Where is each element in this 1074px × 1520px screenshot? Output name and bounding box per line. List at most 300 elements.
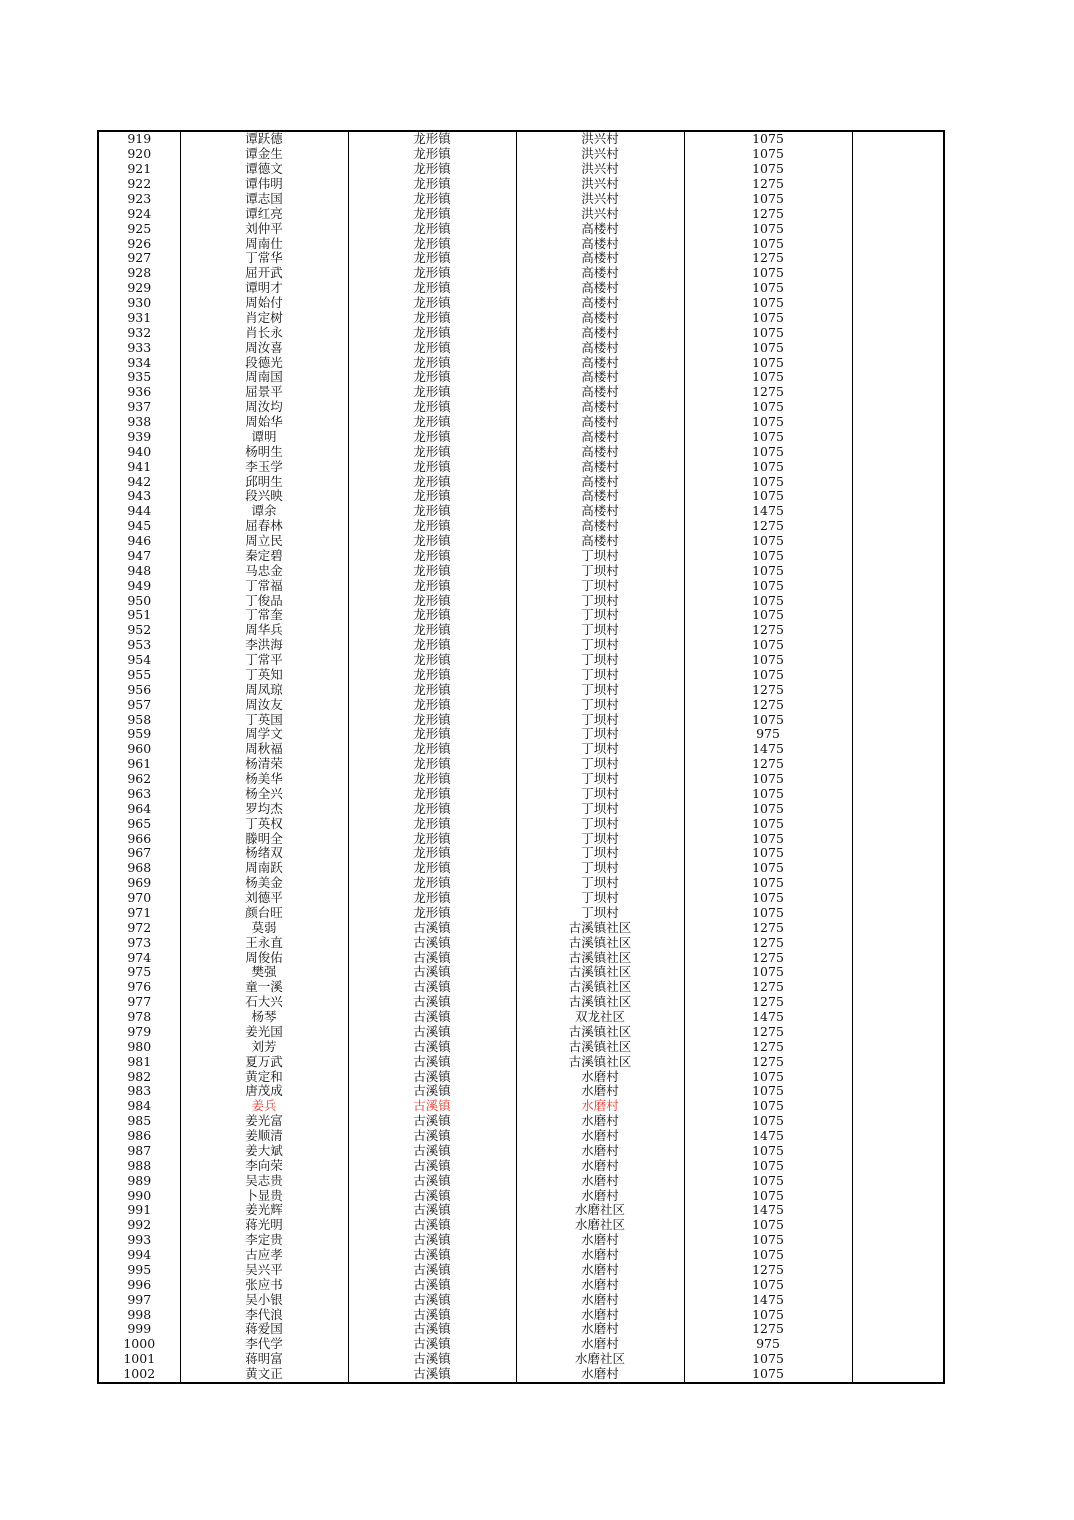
blank-cell [852, 177, 944, 192]
town-cell: 龙形镇 [348, 534, 516, 549]
name-cell: 丁俊品 [180, 593, 348, 608]
village-cell: 古溪镇社区 [516, 1054, 684, 1069]
name-cell: 夏万武 [180, 1054, 348, 1069]
amount-cell: 1475 [684, 1129, 852, 1144]
row-number-cell: 944 [98, 504, 180, 519]
blank-cell [852, 1010, 944, 1025]
village-cell: 水磨村 [516, 1277, 684, 1292]
blank-cell [852, 682, 944, 697]
table-row [98, 1084, 944, 1099]
table-body [98, 131, 944, 1383]
town-cell: 龙形镇 [348, 742, 516, 757]
row-number-cell: 964 [98, 801, 180, 816]
amount-cell: 1475 [684, 742, 852, 757]
blank-cell [852, 891, 944, 906]
amount-cell: 1075 [684, 444, 852, 459]
village-cell: 丁坝村 [516, 831, 684, 846]
village-cell: 丁坝村 [516, 563, 684, 578]
town-cell: 古溪镇 [348, 1203, 516, 1218]
village-cell: 丁坝村 [516, 876, 684, 891]
row-number-cell: 948 [98, 563, 180, 578]
name-cell: 丁常奎 [180, 608, 348, 623]
town-cell: 龙形镇 [348, 846, 516, 861]
village-cell: 丁坝村 [516, 861, 684, 876]
village-cell: 古溪镇社区 [516, 1025, 684, 1040]
name-cell: 丁英权 [180, 816, 348, 831]
amount-cell: 1075 [684, 340, 852, 355]
name-cell: 李代学 [180, 1337, 348, 1352]
village-cell: 高楼村 [516, 355, 684, 370]
town-cell: 古溪镇 [348, 1054, 516, 1069]
town-cell: 古溪镇 [348, 1248, 516, 1263]
row-number-cell: 984 [98, 1099, 180, 1114]
blank-cell [852, 430, 944, 445]
row-number-cell: 978 [98, 1010, 180, 1025]
row-number-cell: 959 [98, 727, 180, 742]
table-row [98, 1129, 944, 1144]
town-cell: 龙形镇 [348, 831, 516, 846]
town-cell: 龙形镇 [348, 325, 516, 340]
village-cell: 水磨村 [516, 1144, 684, 1159]
name-cell: 谭德文 [180, 162, 348, 177]
village-cell: 高楼村 [516, 370, 684, 385]
name-cell: 邱明生 [180, 474, 348, 489]
blank-cell [852, 653, 944, 668]
row-number-cell: 987 [98, 1144, 180, 1159]
row-number-cell: 946 [98, 534, 180, 549]
town-cell: 龙形镇 [348, 623, 516, 638]
name-cell: 石大兴 [180, 995, 348, 1010]
town-cell: 古溪镇 [348, 995, 516, 1010]
town-cell: 龙形镇 [348, 906, 516, 921]
blank-cell [852, 950, 944, 965]
name-cell: 姜顺清 [180, 1129, 348, 1144]
village-cell: 丁坝村 [516, 697, 684, 712]
town-cell: 古溪镇 [348, 1292, 516, 1307]
row-number-cell: 949 [98, 578, 180, 593]
village-cell: 高楼村 [516, 415, 684, 430]
name-cell: 童一溪 [180, 980, 348, 995]
town-cell: 古溪镇 [348, 1039, 516, 1054]
amount-cell: 1075 [684, 891, 852, 906]
blank-cell [852, 727, 944, 742]
table-row [98, 950, 944, 965]
row-number-cell: 963 [98, 787, 180, 802]
name-cell: 杨琴 [180, 1010, 348, 1025]
village-cell: 水磨村 [516, 1158, 684, 1173]
name-cell: 周立民 [180, 534, 348, 549]
name-cell: 屈景平 [180, 385, 348, 400]
village-cell: 高楼村 [516, 281, 684, 296]
name-cell: 屈开武 [180, 266, 348, 281]
row-number-cell: 954 [98, 653, 180, 668]
town-cell: 古溪镇 [348, 980, 516, 995]
town-cell: 龙形镇 [348, 266, 516, 281]
town-cell: 古溪镇 [348, 965, 516, 980]
town-cell: 龙形镇 [348, 504, 516, 519]
table-row [98, 965, 944, 980]
row-number-cell: 995 [98, 1263, 180, 1278]
village-cell: 古溪镇社区 [516, 1039, 684, 1054]
blank-cell [852, 1099, 944, 1114]
town-cell: 龙形镇 [348, 608, 516, 623]
amount-cell: 1075 [684, 221, 852, 236]
town-cell: 古溪镇 [348, 1277, 516, 1292]
town-cell: 龙形镇 [348, 563, 516, 578]
blank-cell [852, 831, 944, 846]
table-row [98, 430, 944, 445]
blank-cell [852, 1025, 944, 1040]
table-row [98, 861, 944, 876]
amount-cell: 1275 [684, 1054, 852, 1069]
town-cell: 龙形镇 [348, 400, 516, 415]
blank-cell [852, 563, 944, 578]
row-number-cell: 927 [98, 251, 180, 266]
row-number-cell: 970 [98, 891, 180, 906]
town-cell: 古溪镇 [348, 950, 516, 965]
town-cell: 龙形镇 [348, 147, 516, 162]
name-cell: 肖定树 [180, 311, 348, 326]
blank-cell [852, 385, 944, 400]
table-row [98, 831, 944, 846]
table-row [98, 1025, 944, 1040]
blank-cell [852, 296, 944, 311]
amount-cell: 1075 [684, 1367, 852, 1383]
village-cell: 高楼村 [516, 474, 684, 489]
blank-cell [852, 1307, 944, 1322]
village-cell: 丁坝村 [516, 653, 684, 668]
village-cell: 丁坝村 [516, 682, 684, 697]
blank-cell [852, 608, 944, 623]
village-cell: 水磨村 [516, 1188, 684, 1203]
table-row [98, 1277, 944, 1292]
blank-cell [852, 1188, 944, 1203]
amount-cell: 1475 [684, 504, 852, 519]
amount-cell: 1275 [684, 757, 852, 772]
name-cell: 姜光国 [180, 1025, 348, 1040]
town-cell: 龙形镇 [348, 712, 516, 727]
name-cell: 周南跃 [180, 861, 348, 876]
blank-cell [852, 1337, 944, 1352]
blank-cell [852, 236, 944, 251]
blank-cell [852, 370, 944, 385]
name-cell: 颜台旺 [180, 906, 348, 921]
table-row [98, 400, 944, 415]
amount-cell: 1075 [684, 1099, 852, 1114]
amount-cell: 1075 [684, 355, 852, 370]
amount-cell: 1075 [684, 712, 852, 727]
table-row [98, 906, 944, 921]
amount-cell: 1075 [684, 1084, 852, 1099]
row-number-cell: 934 [98, 355, 180, 370]
name-cell: 杨美金 [180, 876, 348, 891]
name-cell: 李玉学 [180, 459, 348, 474]
village-cell: 高楼村 [516, 221, 684, 236]
blank-cell [852, 1322, 944, 1337]
town-cell: 龙形镇 [348, 177, 516, 192]
town-cell: 龙形镇 [348, 192, 516, 207]
amount-cell: 1075 [684, 772, 852, 787]
village-cell: 高楼村 [516, 311, 684, 326]
village-cell: 高楼村 [516, 236, 684, 251]
amount-cell: 1075 [684, 459, 852, 474]
village-cell: 古溪镇社区 [516, 995, 684, 1010]
amount-cell: 1275 [684, 177, 852, 192]
row-number-cell: 972 [98, 920, 180, 935]
town-cell: 古溪镇 [348, 920, 516, 935]
town-cell: 龙形镇 [348, 340, 516, 355]
town-cell: 古溪镇 [348, 1173, 516, 1188]
town-cell: 龙形镇 [348, 891, 516, 906]
row-number-cell: 940 [98, 444, 180, 459]
row-number-cell: 939 [98, 430, 180, 445]
village-cell: 高楼村 [516, 444, 684, 459]
blank-cell [852, 1218, 944, 1233]
blank-cell [852, 578, 944, 593]
town-cell: 龙形镇 [348, 221, 516, 236]
row-number-cell: 967 [98, 846, 180, 861]
amount-cell: 1075 [684, 1352, 852, 1367]
village-cell: 高楼村 [516, 266, 684, 281]
amount-cell: 1275 [684, 950, 852, 965]
amount-cell: 1075 [684, 325, 852, 340]
blank-cell [852, 995, 944, 1010]
table-row [98, 1114, 944, 1129]
village-cell: 水磨村 [516, 1084, 684, 1099]
village-cell: 丁坝村 [516, 846, 684, 861]
village-cell: 丁坝村 [516, 757, 684, 772]
amount-cell: 1075 [684, 236, 852, 251]
name-cell: 刘芳 [180, 1039, 348, 1054]
blank-cell [852, 1277, 944, 1292]
table-row [98, 1307, 944, 1322]
table-row [98, 593, 944, 608]
amount-cell: 1275 [684, 920, 852, 935]
row-number-cell: 930 [98, 296, 180, 311]
blank-cell [852, 311, 944, 326]
blank-cell [852, 504, 944, 519]
amount-cell: 1075 [684, 162, 852, 177]
row-number-cell: 943 [98, 489, 180, 504]
amount-cell: 1075 [684, 549, 852, 564]
blank-cell [852, 206, 944, 221]
row-number-cell: 1000 [98, 1337, 180, 1352]
blank-cell [852, 1263, 944, 1278]
village-cell: 水磨村 [516, 1292, 684, 1307]
blank-cell [852, 757, 944, 772]
town-cell: 龙形镇 [348, 415, 516, 430]
amount-cell: 1075 [684, 1307, 852, 1322]
amount-cell: 1075 [684, 1248, 852, 1263]
row-number-cell: 950 [98, 593, 180, 608]
town-cell: 古溪镇 [348, 1114, 516, 1129]
row-number-cell: 922 [98, 177, 180, 192]
table-row [98, 920, 944, 935]
row-number-cell: 1002 [98, 1367, 180, 1383]
name-cell: 姜光富 [180, 1114, 348, 1129]
table-row [98, 1367, 944, 1383]
row-number-cell: 980 [98, 1039, 180, 1054]
blank-cell [852, 1084, 944, 1099]
table-row [98, 980, 944, 995]
name-cell: 李代浪 [180, 1307, 348, 1322]
village-cell: 丁坝村 [516, 593, 684, 608]
table-row [98, 846, 944, 861]
amount-cell: 1075 [684, 192, 852, 207]
table-row [98, 1352, 944, 1367]
table-row [98, 1173, 944, 1188]
village-cell: 古溪镇社区 [516, 980, 684, 995]
row-number-cell: 965 [98, 816, 180, 831]
village-cell: 水磨村 [516, 1248, 684, 1263]
table-row [98, 608, 944, 623]
blank-cell [852, 638, 944, 653]
village-cell: 高楼村 [516, 385, 684, 400]
row-number-cell: 993 [98, 1233, 180, 1248]
blank-cell [852, 162, 944, 177]
row-number-cell: 925 [98, 221, 180, 236]
town-cell: 古溪镇 [348, 1352, 516, 1367]
blank-cell [852, 474, 944, 489]
town-cell: 龙形镇 [348, 311, 516, 326]
name-cell: 唐茂成 [180, 1084, 348, 1099]
table-row [98, 668, 944, 683]
amount-cell: 1075 [684, 131, 852, 147]
amount-cell: 1075 [684, 801, 852, 816]
blank-cell [852, 935, 944, 950]
name-cell: 樊强 [180, 965, 348, 980]
town-cell: 龙形镇 [348, 772, 516, 787]
name-cell: 谭红亮 [180, 206, 348, 221]
row-number-cell: 979 [98, 1025, 180, 1040]
village-cell: 高楼村 [516, 296, 684, 311]
amount-cell: 1275 [684, 682, 852, 697]
village-cell: 丁坝村 [516, 623, 684, 638]
town-cell: 龙形镇 [348, 206, 516, 221]
table-row [98, 131, 944, 147]
town-cell: 古溪镇 [348, 1263, 516, 1278]
blank-cell [852, 920, 944, 935]
amount-cell: 1075 [684, 311, 852, 326]
row-number-cell: 962 [98, 772, 180, 787]
town-cell: 龙形镇 [348, 727, 516, 742]
table-row [98, 1322, 944, 1337]
table-row [98, 1218, 944, 1233]
row-number-cell: 928 [98, 266, 180, 281]
name-cell: 古应孝 [180, 1248, 348, 1263]
blank-cell [852, 147, 944, 162]
blank-cell [852, 400, 944, 415]
name-cell: 谭伟明 [180, 177, 348, 192]
table-row [98, 1039, 944, 1054]
amount-cell: 1275 [684, 519, 852, 534]
name-cell: 杨绪双 [180, 846, 348, 861]
blank-cell [852, 549, 944, 564]
row-number-cell: 937 [98, 400, 180, 415]
village-cell: 双龙社区 [516, 1010, 684, 1025]
town-cell: 龙形镇 [348, 668, 516, 683]
amount-cell: 1075 [684, 281, 852, 296]
row-number-cell: 945 [98, 519, 180, 534]
blank-cell [852, 355, 944, 370]
amount-cell: 1075 [684, 370, 852, 385]
blank-cell [852, 1039, 944, 1054]
blank-cell [852, 668, 944, 683]
amount-cell: 1275 [684, 206, 852, 221]
table-row [98, 1158, 944, 1173]
amount-cell: 1075 [684, 578, 852, 593]
row-number-cell: 961 [98, 757, 180, 772]
town-cell: 古溪镇 [348, 1188, 516, 1203]
amount-cell: 1275 [684, 1263, 852, 1278]
village-cell: 水磨村 [516, 1307, 684, 1322]
table-row [98, 1054, 944, 1069]
amount-cell: 1075 [684, 816, 852, 831]
village-cell: 高楼村 [516, 534, 684, 549]
row-number-cell: 931 [98, 311, 180, 326]
name-cell: 姜光辉 [180, 1203, 348, 1218]
row-number-cell: 953 [98, 638, 180, 653]
village-cell: 丁坝村 [516, 712, 684, 727]
name-cell: 周凤琼 [180, 682, 348, 697]
village-cell: 丁坝村 [516, 891, 684, 906]
table-row [98, 682, 944, 697]
table-row [98, 415, 944, 430]
village-cell: 丁坝村 [516, 578, 684, 593]
town-cell: 龙形镇 [348, 489, 516, 504]
amount-cell: 1275 [684, 251, 852, 266]
town-cell: 龙形镇 [348, 593, 516, 608]
village-cell: 水磨村 [516, 1173, 684, 1188]
amount-cell: 1275 [684, 935, 852, 950]
table-row [98, 236, 944, 251]
amount-cell: 1075 [684, 400, 852, 415]
name-cell: 周秋福 [180, 742, 348, 757]
amount-cell: 1475 [684, 1292, 852, 1307]
name-cell: 刘仲平 [180, 221, 348, 236]
name-cell: 周始华 [180, 415, 348, 430]
name-cell: 蒋爱国 [180, 1322, 348, 1337]
village-cell: 水磨村 [516, 1233, 684, 1248]
town-cell: 古溪镇 [348, 935, 516, 950]
amount-cell: 1075 [684, 1114, 852, 1129]
name-cell: 谭明才 [180, 281, 348, 296]
amount-cell: 1075 [684, 534, 852, 549]
table-row [98, 1233, 944, 1248]
table-row [98, 549, 944, 564]
row-number-cell: 997 [98, 1292, 180, 1307]
blank-cell [852, 980, 944, 995]
row-number-cell: 973 [98, 935, 180, 950]
town-cell: 龙形镇 [348, 385, 516, 400]
amount-cell: 1275 [684, 385, 852, 400]
amount-cell: 1275 [684, 1039, 852, 1054]
blank-cell [852, 742, 944, 757]
town-cell: 古溪镇 [348, 1233, 516, 1248]
table-row [98, 1292, 944, 1307]
table-row [98, 221, 944, 236]
amount-cell: 1075 [684, 593, 852, 608]
blank-cell [852, 281, 944, 296]
name-cell: 丁常平 [180, 653, 348, 668]
table-row [98, 727, 944, 742]
row-number-cell: 955 [98, 668, 180, 683]
village-cell: 水磨社区 [516, 1218, 684, 1233]
blank-cell [852, 712, 944, 727]
name-cell: 吴小银 [180, 1292, 348, 1307]
amount-cell: 1075 [684, 563, 852, 578]
blank-cell [852, 861, 944, 876]
